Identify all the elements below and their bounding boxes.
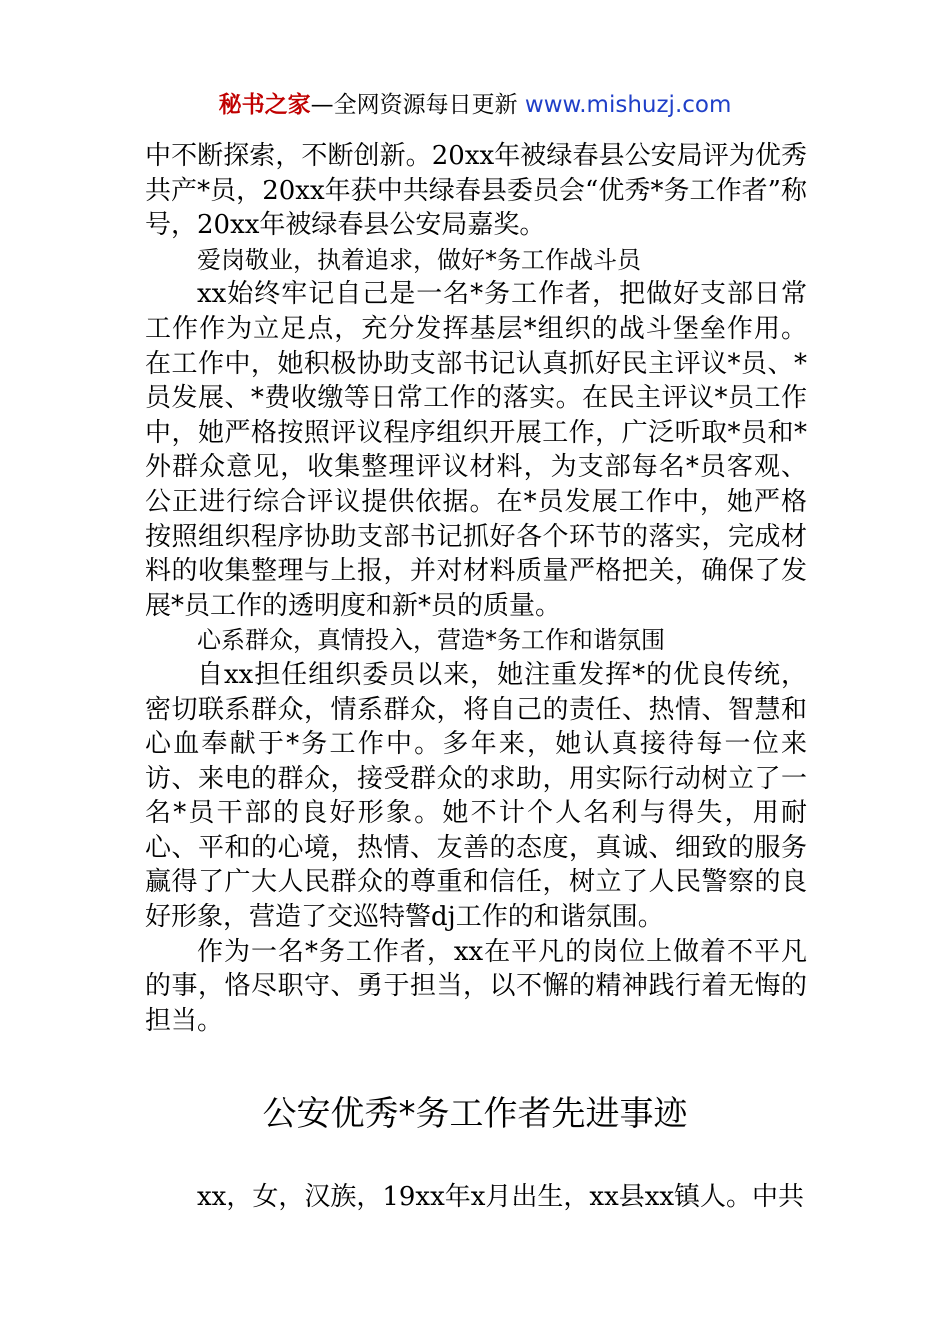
section-heading-dedication: 爱岗敬业，执着追求，做好*务工作战斗员 [197, 245, 641, 274]
article-body [145, 139, 807, 1038]
paragraph-profile: xx，女，汉族，19xx年x月出生，xx县xx镇人。中共 [197, 1182, 805, 1212]
site-tagline: —全网资源每日更新 [310, 92, 518, 118]
document-title: 公安优秀*务工作者先进事迹 [262, 1094, 688, 1134]
paragraph-party-work: xx始终牢记自己是一名*务工作者，把做好支部日常工作作为立足点，充分发挥基层*组织的战斗堡垒作用。在工作中，她积极协助支部书记认真抓好民主评议*员、*员发展、*费收缴等日常工作的落实。在民主评议*员工作中，她严格按照评议程序组织开展工作，广泛听取*员和*外群众意见，收集整理评议材料，为支部每名*员客观、公正进行综合评议提供依据。在*员发展工作中，她严格按照组织程序协助支部书记抓好各个环节的落实，完成材料的收集整理与上报，并对材料质量严格把关，确保了发展*员工作的透明度和新*员的质量。 [145, 279, 807, 621]
site-brand: 秘书之家 [218, 92, 311, 118]
paragraph-awards: 中不断探索，不断创新。20xx年被绿春县公安局评为优秀共产*员，20xx年获中共绿春县委员会“优秀*务工作者”称号，20xx年被绿春县公安局嘉奖。 [145, 141, 807, 241]
section-heading-masses: 心系群众，真情投入，营造*务工作和谐氛围 [197, 626, 665, 655]
second-article-body [145, 1180, 807, 1215]
site-url-link[interactable]: www.mishuzj.com [524, 92, 732, 118]
paragraph-conclusion: 作为一名*务工作者，xx在平凡的岗位上做着不平凡的事，恪尽职守、勇于担当，以不懈的精神践行着无悔的担当。 [145, 936, 807, 1036]
page-header [0, 88, 950, 122]
paragraph-masses: 自xx担任组织委员以来，她注重发挥*的优良传统，密切联系群众，情系群众，将自己的责任、热情、智慧和心血奉献于*务工作中。多年来，她认真接待每一位来访、来电的群众，接受群众的求助，用实际行动树立了一名*员干部的良好形象。她不计个人名利与得失，用耐心、平和的心境，热情、友善的态度，真诚、细致的服务赢得了广大人民群众的尊重和信任，树立了人民警察的良好形象，营造了交巡特警dj工作的和谐氛围。 [145, 659, 807, 933]
